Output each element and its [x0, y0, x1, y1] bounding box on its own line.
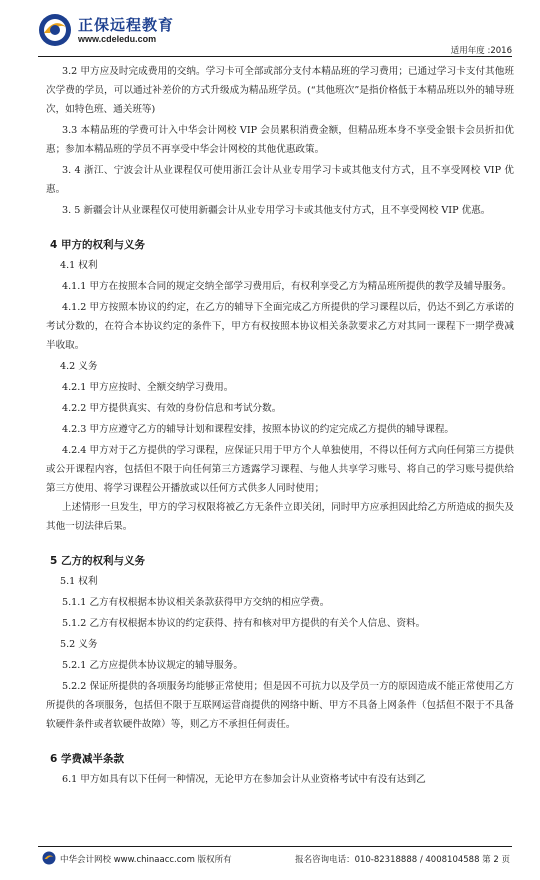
page-header — [0, 0, 540, 58]
clause-4-2-3: 4.2.3 甲方应遵守乙方的辅导计划和课程安排，按照本协议的约定完成乙方提供的辅导课程。 — [62, 424, 455, 435]
subsection-5-1: 5.1 权利 — [60, 576, 98, 587]
section-4-heading: 4 甲方的权利与义务 — [50, 239, 145, 251]
clause-4-2-4: 4.2.4 甲方对于乙方提供的学习课程，应保证只用于甲方个人单独使用，不得以任何方式向任何第三方提供或公开课程内容，包括但不限于向任何第三方透露学习课程、与他人共享学习账号、将自己的学习账号提供给第三方使用、将学习课程公开播放或以任何方式供多人同时使用； — [46, 445, 514, 494]
clause-4-1-1: 4.1.1 甲方在按照本合同的规定交纳全部学习费用后，有权利享受乙方为精品班所提供的教学及辅导服务。 — [62, 281, 512, 292]
clause-3-4: 3. 4 浙江、宁波会计从业课程仅可使用浙江会计从业专用学习卡或其他支付方式，且不享受网校 VIP 优惠。 — [46, 165, 514, 195]
brand-url: www.cdeledu.com — [78, 34, 157, 44]
clause-4-2-1: 4.2.1 甲方应按时、全额交纳学习费用。 — [62, 382, 234, 393]
clause-5-2-2: 5.2.2 保证所提供的各项服务均能够正常使用；但是因不可抗力以及学员一方的原因造成不能正常使用乙方所提供的各项服务，包括但不限于互联网运营商提供的网络中断、甲方不具备上网条件（包括但不限于不具备软硬件条件或者软硬件故障）等，则乙方不承担任何责任。 — [46, 681, 514, 730]
clause-5-1-2: 5.1.2 乙方有权根据本协议的约定获得、持有和核对甲方提供的有关个人信息、资料。 — [62, 618, 426, 629]
section-5-heading: 5 乙方的权利与义务 — [50, 555, 145, 567]
header-divider — [38, 56, 512, 57]
clause-4-2-4-consequence: 上述情形一旦发生，甲方的学习权限将被乙方无条件立即关闭，同时甲方应承担因此给乙方所造成的损失及其他一切法律后果。 — [46, 502, 514, 532]
year-label: 适用年度 :2016 — [450, 46, 512, 56]
clause-5-2-1: 5.2.1 乙方应提供本协议规定的辅导服务。 — [62, 660, 243, 671]
footer-contact: 报名咨询电话：010-82318888 / 4008104588 第 2 页 — [295, 855, 510, 865]
logo-icon — [38, 13, 72, 47]
clause-6-1: 6.1 甲方如具有以下任何一种情况，无论甲方在参加会计从业资格考试中有没有达到乙 — [62, 774, 426, 785]
subsection-4-2: 4.2 义务 — [60, 361, 98, 372]
clause-3-3: 3.3 本精品班的学费可计入中华会计网校 VIP 会员累积消费金额，但精品班本身不享受金银卡会员折扣优惠；参加本精品班的学员不再享受中华会计网校的其他优惠政策。 — [46, 125, 514, 155]
subsection-4-1: 4.1 权利 — [60, 260, 98, 271]
subsection-5-2: 5.2 义务 — [60, 639, 98, 650]
footer-copyright: 中华会计网校 www.chinaacc.com 版权所有 — [60, 855, 232, 865]
clause-5-1-1: 5.1.1 乙方有权根据本协议相关条款获得甲方交纳的相应学费。 — [62, 597, 330, 608]
clause-4-2-2: 4.2.2 甲方提供真实、有效的身份信息和考试分数。 — [62, 403, 282, 414]
section-6-heading: 6 学费减半条款 — [50, 753, 124, 765]
brand-name: 正保远程教育 — [78, 16, 175, 34]
document-body — [46, 62, 514, 791]
clause-4-1-2: 4.1.2 甲方按照本协议的约定，在乙方的辅导下全面完成乙方所提供的学习课程以后，仍达不到乙方承诺的考试分数的，在符合本协议约定的条件下，甲方有权按照本协议相关条款要求乙方对其同一课程下一期学费减半收取。 — [46, 302, 514, 351]
clause-3-2: 3.2 甲方应及时完成费用的交纳。学习卡可全部或部分支付本精品班的学习费用；已通过学习卡支付其他班次学费的学员，可以通过补差价的方式升级成为精品班学员。(“其他班次”是指价格低于本精品班以外的辅导班次，如特色班、通关班等) — [46, 66, 514, 115]
clause-3-5: 3. 5 新疆会计从业课程仅可使用新疆会计从业专用学习卡或其他支付方式，且不享受网校 VIP 优惠。 — [62, 205, 491, 216]
footer-divider — [38, 846, 512, 847]
footer-logo-icon — [42, 851, 56, 865]
